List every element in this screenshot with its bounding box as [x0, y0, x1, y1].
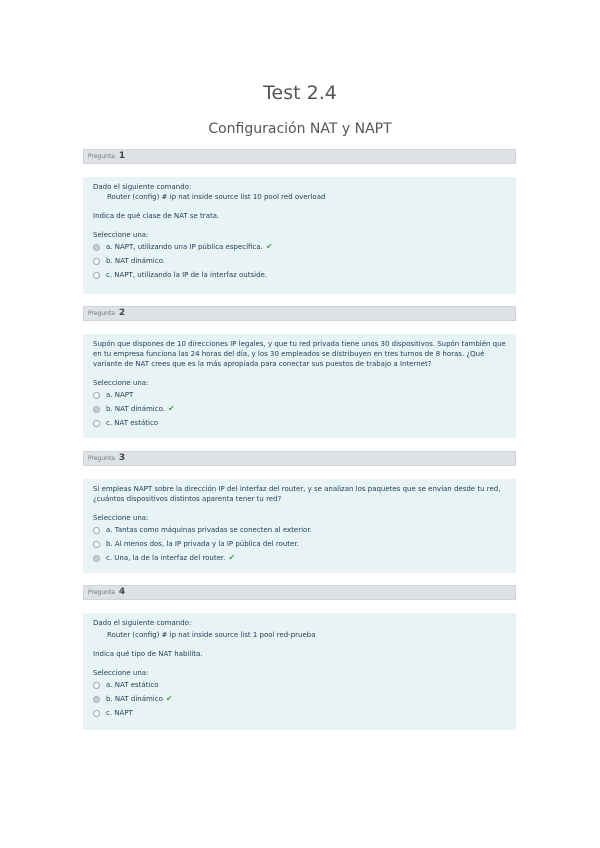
question-number: 2: [118, 308, 126, 318]
option-label: a. Tantas como máquinas privadas se conecten al exterior.: [106, 526, 312, 534]
answer-option-a[interactable]: [93, 678, 506, 692]
check-icon: ✔: [265, 242, 273, 251]
question-label: Pregunta: [88, 589, 115, 596]
question-text: Si empleas NAPT sobre la dirección IP del interfaz del router, y se analizan los paquetes que se envían desde tu red, ¿cuántos dispositivos distintos aparenta tener tu red?: [93, 485, 501, 503]
answer-option-b[interactable]: [93, 692, 506, 706]
answer-option-a[interactable]: [93, 240, 506, 254]
question-command: Router (config) # ip nat inside source list 10 pool red overload: [107, 193, 326, 201]
question-label: Pregunta: [88, 153, 115, 160]
question-number: 1: [118, 151, 126, 161]
page-subtitle: Configuración NAT y NAPT: [208, 121, 392, 137]
question-text: Dado el siguiente comando:: [93, 183, 192, 191]
check-icon: ✔: [168, 404, 175, 413]
option-label: b. NAT dinámico.: [106, 405, 165, 413]
radio-button[interactable]: [93, 527, 100, 534]
option-label: c. NAPT, utilizando la IP de la interfaz outside.: [106, 271, 268, 279]
option-label: a. NAT estático: [106, 681, 159, 689]
question-3-header: [83, 451, 516, 466]
option-label: b. NAT dinámico: [106, 695, 163, 703]
question-text: Supón que dispones de 10 direcciones IP legales, y que tu red privada tiene unos 30 dispositivos. Supón también que en tu empresa funciona las 24 horas del día, y los 30 empleados se distribuyen en tres turnos de 8 horas. ¿Qué variante de NAT crees que es la más apropiada para conectar sus puestos de trabajo a Internet?: [93, 340, 506, 368]
answer-option-c[interactable]: [93, 268, 506, 282]
page-title: Test 2.4: [263, 82, 337, 104]
check-icon: ✔: [165, 694, 173, 703]
answer-option-c[interactable]: [93, 706, 506, 720]
radio-button-selected[interactable]: [93, 555, 100, 562]
question-1-body: [83, 177, 516, 294]
radio-button[interactable]: [93, 710, 100, 717]
radio-button[interactable]: [93, 272, 100, 279]
option-label: c. NAT estático: [106, 419, 159, 427]
answer-option-c[interactable]: [93, 551, 506, 565]
answer-option-b[interactable]: [93, 537, 506, 551]
question-number: 4: [118, 587, 126, 597]
question-number: 3: [118, 453, 126, 463]
question-text-2: Indica qué tipo de NAT habilita.: [93, 650, 203, 658]
radio-button-selected[interactable]: [93, 696, 100, 703]
check-icon: ✔: [228, 553, 236, 562]
question-4-body: [83, 613, 516, 730]
radio-button[interactable]: [93, 682, 100, 689]
select-prompt: Seleccione una:: [93, 231, 149, 239]
question-3-body: [83, 479, 516, 573]
question-4-header: [83, 585, 516, 600]
radio-button[interactable]: [93, 258, 100, 265]
option-label: c. Una, la de la interfaz del router.: [106, 554, 226, 562]
question-command: Router (config) # ip nat inside source list 1 pool red-prueba: [107, 631, 316, 639]
select-prompt: Seleccione una:: [93, 379, 149, 387]
answer-option-b[interactable]: [93, 254, 506, 268]
radio-button[interactable]: [93, 420, 100, 427]
option-label: a. NAPT, utilizando una IP pública específica.: [106, 243, 263, 251]
answer-option-a[interactable]: [93, 523, 506, 537]
question-label: Pregunta: [88, 310, 115, 317]
question-text-2: Indica de qué clase de NAT se trata.: [93, 212, 220, 220]
question-text: Dado el siguiente comando:: [93, 619, 192, 627]
answer-option-b[interactable]: [93, 402, 506, 416]
select-prompt: Seleccione una:: [93, 514, 149, 522]
radio-button-selected[interactable]: [93, 406, 100, 413]
option-label: b. NAT dinámico.: [106, 257, 165, 265]
radio-button[interactable]: [93, 392, 100, 399]
question-label: Pregunta: [88, 455, 115, 462]
radio-button-selected[interactable]: [93, 244, 100, 251]
radio-button[interactable]: [93, 541, 100, 548]
answer-option-c[interactable]: [93, 416, 506, 430]
option-label: a. NAPT: [106, 391, 134, 399]
option-label: b. Al menos dos, la IP privada y la IP pública del router.: [106, 540, 299, 548]
answer-option-a[interactable]: [93, 388, 506, 402]
option-label: c. NAPT: [106, 709, 133, 717]
question-1-header: [83, 149, 516, 164]
question-2-body: [83, 334, 516, 438]
question-2-header: [83, 306, 516, 321]
select-prompt: Seleccione una:: [93, 669, 149, 677]
